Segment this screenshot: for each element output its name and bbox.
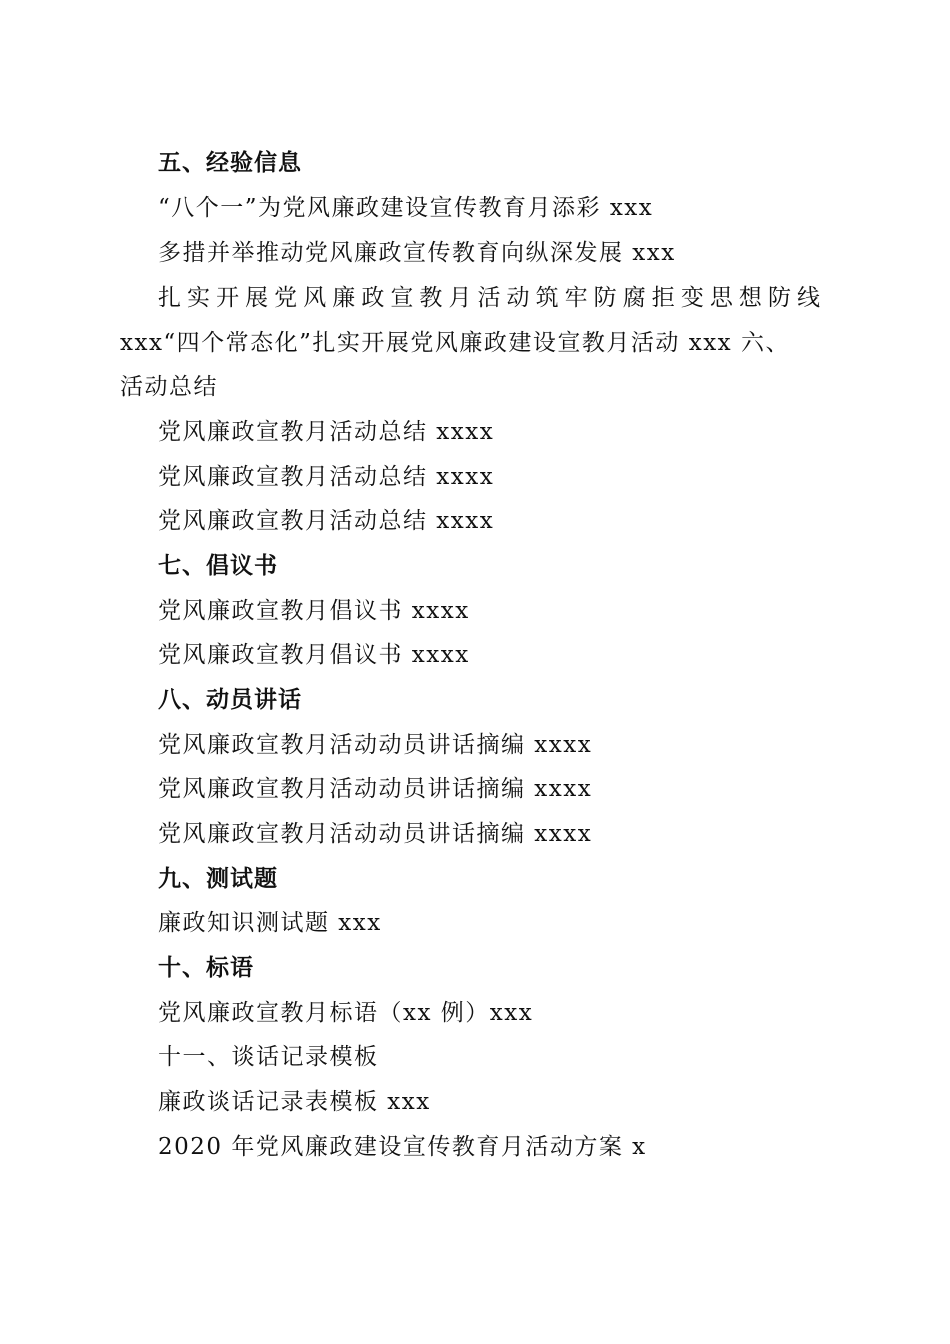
list-item: 2020 年党风廉政建设宣传教育月活动方案 x (158, 1134, 647, 1160)
list-item: 扎实开展党风廉政宣教月活动筑牢防腐拒变思想防线 (158, 285, 820, 311)
list-item: 多措并举推动党风廉政宣传教育向纵深发展 xxx (158, 240, 676, 266)
list-item: “八个一”为党风廉政建设宣传教育月添彩 xxx (158, 195, 654, 221)
section-heading-test: 九、测试题 (158, 866, 278, 892)
section-heading-proposal: 七、倡议书 (158, 553, 278, 579)
list-item: 党风廉政宣教月活动总结 xxxx (158, 464, 495, 490)
list-item: 党风廉政宣教月活动动员讲话摘编 xxxx (158, 821, 593, 847)
list-item: 党风廉政宣教月倡议书 xxxx (158, 642, 470, 668)
section-heading-slogans: 十、标语 (158, 955, 254, 981)
list-item: 党风廉政宣教月倡议书 xxxx (158, 598, 470, 624)
list-item: 党风廉政宣教月活动总结 xxxx (158, 419, 495, 445)
list-item: 党风廉政宣教月活动动员讲话摘编 xxxx (158, 732, 593, 758)
section-heading-experience: 五、经验信息 (158, 150, 302, 176)
list-item: 廉政谈话记录表模板 xxx (158, 1089, 431, 1115)
section-heading-speech: 八、动员讲话 (158, 687, 302, 713)
list-item: 党风廉政宣教月标语（xx 例）xxx (158, 1000, 534, 1026)
list-item: 廉政知识测试题 xxx (158, 910, 382, 936)
list-item: 党风廉政宣教月活动动员讲话摘编 xxxx (158, 776, 593, 802)
list-item-continued: xxx“四个常态化”扎实开展党风廉政建设宣教月活动 xxx 六、 (120, 330, 790, 356)
section-heading-talk-template: 十一、谈话记录模板 (158, 1044, 379, 1070)
list-item: 党风廉政宣教月活动总结 xxxx (158, 508, 495, 534)
list-item-continued: 活动总结 (120, 374, 218, 400)
